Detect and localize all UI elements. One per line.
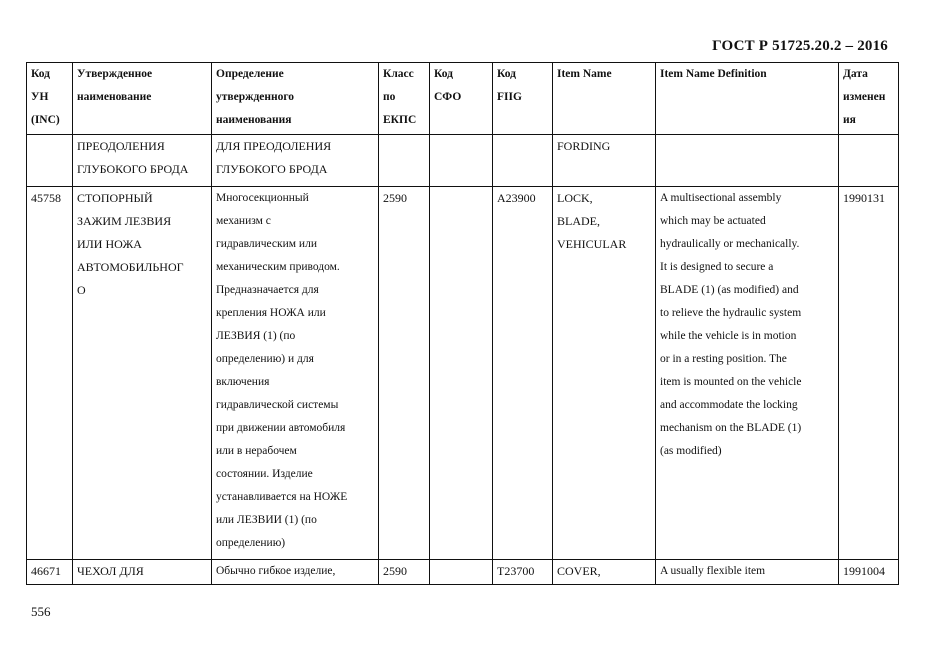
col-header-class: Класс по ЕКПС — [379, 63, 430, 135]
cell-item-name: LOCK, BLADE, VEHICULAR — [553, 187, 656, 560]
header-row — [27, 63, 899, 135]
cell-sfo — [430, 187, 493, 560]
cell-code — [27, 135, 73, 187]
cell-date — [839, 135, 899, 187]
cell-code: 45758 — [27, 187, 73, 560]
cell-definition-en: A multisectional assembly which may be actuated hydraulically or mechanically. It is designed to secure a BLADE (1) (as modified) and to relieve the hydraulic system while the vehicle is in motion or in a resting position. The item is mounted on the vehicle and accommodate the locking mechanism on the BLADE (1) (as modified) — [656, 187, 839, 560]
col-header-name: Утвержденное наименование — [73, 63, 212, 135]
col-header-date: Дата изменен ия — [839, 63, 899, 135]
cell-class — [379, 135, 430, 187]
cell-date: 1990131 — [839, 187, 899, 560]
cell-definition-ru: Многосекционный механизм с гидравлическим или механическим приводом. Предназначается для крепления НОЖА или ЛЕЗВИЯ (1) (по определению) и для включения гидравлической системы при движении автомобиля или в нерабочем состоянии. Изделие устанавливается на НОЖЕ или ЛЕЗВИИ (1) (по определению) — [212, 187, 379, 560]
cell-sfo — [430, 135, 493, 187]
table-row — [27, 560, 899, 585]
col-header-item-name: Item Name — [553, 63, 656, 135]
table-row — [27, 135, 899, 187]
cell-definition-ru: Обычно гибкое изделие, — [212, 560, 379, 585]
cell-item-name: COVER, — [553, 560, 656, 585]
cell-class: 2590 — [379, 560, 430, 585]
cell-name: ПРЕОДОЛЕНИЯ ГЛУБОКОГО БРОДА — [73, 135, 212, 187]
table-row — [27, 187, 899, 560]
cell-definition-ru: ДЛЯ ПРЕОДОЛЕНИЯ ГЛУБОКОГО БРОДА — [212, 135, 379, 187]
col-header-sfo: Код СФО — [430, 63, 493, 135]
cell-date: 1991004 — [839, 560, 899, 585]
cell-fiig: A23900 — [493, 187, 553, 560]
col-header-item-definition: Item Name Definition — [656, 63, 839, 135]
cell-code: 46671 — [27, 560, 73, 585]
col-header-fiig: Код FIIG — [493, 63, 553, 135]
cell-sfo — [430, 560, 493, 585]
cell-definition-en — [656, 135, 839, 187]
col-header-code: Код УН (INC) — [27, 63, 73, 135]
cell-name: СТОПОРНЫЙ ЗАЖИМ ЛЕЗВИЯ ИЛИ НОЖА АВТОМОБИЛЬНОГ О — [73, 187, 212, 560]
data-table — [26, 62, 899, 585]
cell-name: ЧЕХОЛ ДЛЯ — [73, 560, 212, 585]
cell-fiig: T23700 — [493, 560, 553, 585]
page-number: 556 — [31, 604, 51, 619]
cell-definition-en: A usually flexible item — [656, 560, 839, 585]
cell-item-name: FORDING — [553, 135, 656, 187]
cell-class: 2590 — [379, 187, 430, 560]
cell-fiig — [493, 135, 553, 187]
document-code: ГОСТ Р 51725.20.2 – 2016 — [712, 38, 888, 54]
col-header-definition: Определение утвержденного наименования — [212, 63, 379, 135]
